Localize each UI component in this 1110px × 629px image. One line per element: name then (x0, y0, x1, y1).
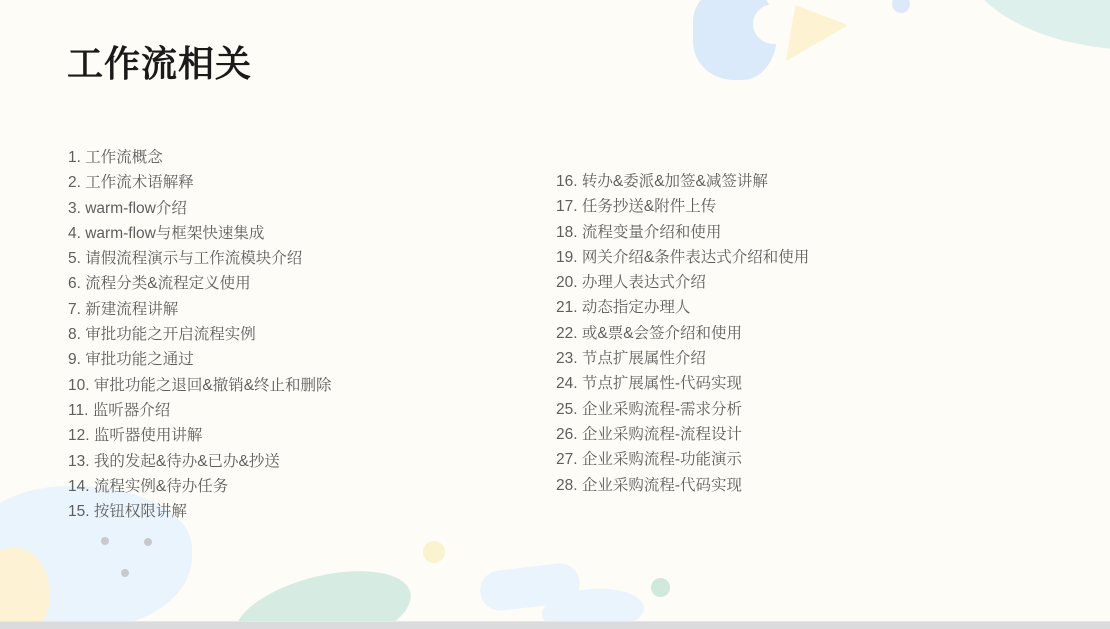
toc-item: 22. 或&票&会签介绍和使用 (556, 324, 743, 342)
mint-ellipse-top-right (960, 0, 1110, 50)
toc-item: 28. 企业采购流程-代码实现 (556, 476, 743, 494)
toc-item: 5. 请假流程演示与工作流模块介绍 (68, 250, 303, 268)
toc-item: 16. 转办&委派&加签&减签讲解 (556, 173, 768, 190)
toc-item: 8. 审批功能之开启流程实例 (68, 326, 256, 344)
toc-item: 20. 办理人表达式介绍 (556, 274, 706, 292)
toc-item: 17. 任务抄送&附件上传 (556, 198, 717, 216)
yellow-triangle (786, 5, 848, 61)
toc-item: 11. 监听器介绍 (68, 401, 171, 419)
toc-item: 14. 流程实例&待办任务 (68, 477, 229, 495)
toc-item: 10. 审批功能之退回&撤销&终止和删除 (68, 376, 332, 394)
toc-column-right (556, 169, 809, 498)
toc-item: 6. 流程分类&流程定义使用 (68, 275, 251, 293)
page-title: 工作流相关 (67, 43, 253, 84)
toc-item: 27. 企业采购流程-功能演示 (556, 451, 743, 469)
yellow-dot-bottom (423, 541, 445, 563)
toc-item: 15. 按钮权限讲解 (68, 503, 187, 521)
window-bottom-edge (0, 621, 1110, 629)
gray-dot (121, 569, 129, 577)
gray-dot (144, 538, 152, 546)
toc-item: 4. warm-flow与框架快速集成 (68, 224, 265, 242)
toc-item: 23. 节点扩展属性介绍 (556, 350, 706, 368)
toc-column-left (68, 145, 332, 524)
toc-item: 12. 监听器使用讲解 (68, 427, 203, 445)
toc-item: 25. 企业采购流程-需求分析 (556, 400, 743, 418)
blue-comma-blob-notch (753, 4, 795, 44)
toc-item: 24. 节点扩展属性-代码实现 (556, 375, 743, 393)
toc-item: 21. 动态指定办理人 (556, 299, 691, 317)
toc-item: 13. 我的发起&待办&已办&抄送 (68, 452, 280, 470)
toc-item: 7. 新建流程讲解 (68, 300, 179, 318)
toc-item: 1. 工作流概念 (68, 149, 163, 166)
toc-item: 26. 企业采购流程-流程设计 (556, 425, 743, 443)
gray-dot (101, 537, 109, 545)
blue-dot-top-right (892, 0, 910, 13)
toc-item: 18. 流程变量介绍和使用 (556, 223, 722, 241)
toc-item: 3. warm-flow介绍 (68, 199, 187, 217)
mint-dot-bottom (651, 578, 670, 597)
toc-item: 9. 审批功能之通过 (68, 351, 194, 369)
toc-item: 19. 网关介绍&条件表达式介绍和使用 (556, 248, 810, 266)
mint-ellipse-bottom (226, 555, 419, 629)
toc-item: 2. 工作流术语解释 (68, 174, 194, 192)
